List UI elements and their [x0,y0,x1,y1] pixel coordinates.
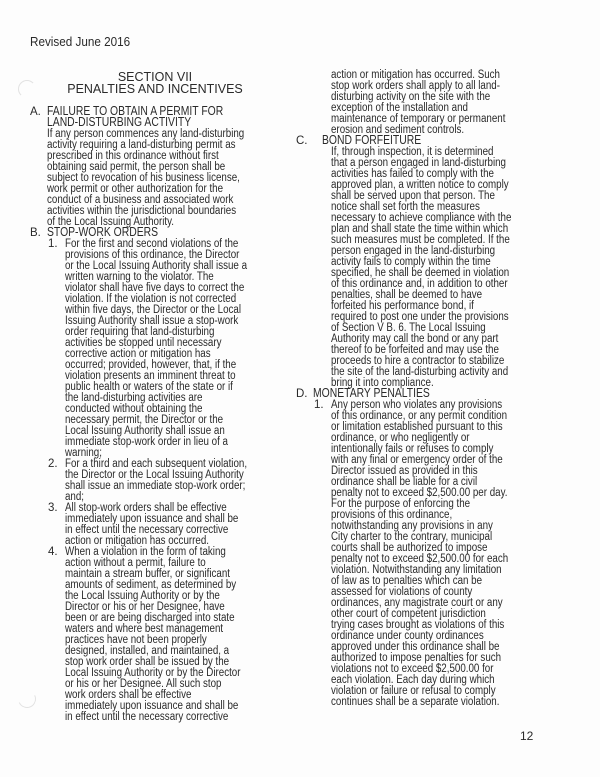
text-line: notwithstanding any provisions in any [331,520,493,532]
text-line: For the first and second violations of the [65,238,239,250]
text-line: corrective action or mitigation has [65,348,211,360]
text-line: violations not to exceed $2,500.00 for [331,663,494,675]
text-line: waters and where best management [65,623,224,635]
list-marker: D. [296,388,308,400]
text-line: penalty not to exceed $2,500.00 per day. [331,487,508,499]
text-line: maintenance of temporary or permanent [331,113,506,125]
text-line: provisions of this ordinance, [331,509,453,521]
text-line: with any final or emergency order of the [331,454,503,466]
text-line: in effect until the necessary corrective [65,711,229,723]
text-line: conducted without obtaining the [65,403,203,415]
text-line: and; [65,491,85,503]
text-line: penalty not to exceed $2,500.00 for each [331,553,509,565]
text-line: person engaged in the land-disturbing [331,245,496,257]
text-line: activities within the jurisdictional boundaries [47,205,237,217]
text-line: been or are being discharged into state [65,612,235,624]
text-line: stop work orders shall apply to all land- [331,80,500,92]
text-line: shall be served upon that person. The [331,190,495,202]
text-line: designed, installed, and maintained, a [65,645,230,657]
text-line: action without a permit, failure to [65,557,206,569]
text-line: All stop-work orders shall be effective [65,502,227,514]
text-line: of the Local Issuing Authority. [47,216,174,228]
text-line: prescribed in this ordinance without first [47,150,219,162]
text-line: immediately upon issuance and shall be [65,700,239,712]
text-line: intentionally fails or refuses to comply [331,443,494,455]
text-line: the Local Issuing Authority or by the [65,590,220,602]
list-marker: 1. [314,399,324,411]
page-number: 12 [520,729,534,743]
text-line: penalties, shall be deemed to have [331,289,483,301]
text-line: courts shall be authorized to impose [331,542,488,554]
text-line: approved under this ordinance shall be [331,641,500,653]
text-line: ordinance under county ordinances [331,630,484,642]
text-line: assessed for violations of county [331,586,473,598]
text-line: thereof to be forfeited and may use the [331,344,499,356]
text-line: the land-disturbing activities are [65,392,203,404]
text-line: Local Issuing Authority shall issue an [65,425,225,437]
list-marker: C. [296,135,308,147]
text-line: approved plan, a written notice to comply [331,179,509,191]
text-line: such measures must be completed. If the [331,234,510,246]
text-line: For a third and each subsequent violation, [65,458,248,470]
text-line: Director issued as provided in this [331,465,478,477]
text-line: provisions of this ordinance, the Director [65,249,240,261]
text-line: Issuing Authority shall issue a stop-work [65,315,239,327]
text-line: or the Local Issuing Authority shall issue a [65,260,248,272]
text-line: the site of the land-disturbing activity and [331,366,509,378]
revision-date: Revised June 2016 [30,34,131,49]
text-line: erosion and sediment controls. [331,124,465,136]
punch-hole-mark [18,80,36,98]
text-line: occurred; provided, however, that, if the [65,359,237,371]
text-line: plan and shall state the time within which [331,223,509,235]
text-line: Local Issuing Authority or by the Director [65,667,241,679]
subsection-heading: BOND FORFEITURE [322,133,422,147]
text-line: violation. Notwithstanding any limitation [331,564,502,576]
text-line: exception of the installation and [331,102,468,114]
text-line: each violation. Each day during which [331,674,495,686]
text-line: violator shall have five days to correct the [65,282,245,294]
text-line: within five days, the Director or the Local [65,304,242,316]
text-line: shall issue an immediate stop-work order; [65,480,246,492]
text-line: proceeds to hire a contractor to stabilize [331,355,505,367]
text-line: activities has failed to comply with the [331,168,495,180]
subsection-heading: FAILURE TO OBTAIN A PERMIT FOR [47,104,224,118]
text-line: Any person who violates any provisions [331,399,503,411]
text-line: work permit or other authorization for the [47,183,224,195]
text-line: activity fails to comply within the time [331,256,491,268]
text-line: notice shall set forth the measures [331,201,480,213]
text-line: practices have not been properly [65,634,207,646]
text-line: disturbing activity on the site with the [331,91,491,103]
text-line: in effect until the necessary corrective [65,524,229,536]
text-line: order requiring that land-disturbing [65,326,215,338]
text-line: or his or her Designee. All such stop [65,678,222,690]
text-line: ordinance, or who negligently or [331,432,470,444]
text-line: maintain a stream buffer, or significant [65,568,230,580]
subsection-heading: LAND-DISTURBING ACTIVITY [47,115,192,129]
list-marker: B. [30,227,41,239]
text-line: violation presents an imminent threat to [65,370,236,382]
text-line: activity requiring a land-disturbing permit as [47,139,236,151]
subsection-heading: STOP-WORK ORDERS [47,225,159,239]
text-line: violation or failure or refusal to comply [331,685,496,697]
text-line: action or mitigation has occurred. [65,535,209,547]
text-line: subject to revocation of his business license, [47,172,240,184]
text-line: of this ordinance and, in addition to other [331,278,508,290]
text-line: Director or his or her Designee, have [65,601,225,613]
text-line: For the purpose of enforcing the [331,498,471,510]
text-line: public health or waters of the state or if [65,381,233,393]
text-line: necessary permit, the Director or the [65,414,224,426]
text-line: City charter to the contrary, municipal [331,531,493,543]
text-line: warning; [65,447,102,459]
list-marker: 3. [48,502,58,514]
section-title: PENALTIES AND INCENTIVES [67,82,243,96]
text-line: of law as to penalties which can be [331,575,483,587]
text-line: bring it into compliance. [331,377,434,389]
text-line: ordinance shall be liable for a civil [331,476,478,488]
list-marker: 1. [48,238,58,250]
text-line: continues shall be a separate violation. [331,696,500,708]
text-line: amounts of sediment, as determined by [65,579,237,591]
text-line: written warning to the violator. The [65,271,214,283]
text-line: violation. If the violation is not corrected [65,293,237,305]
text-line: authorized to impose penalties for such [331,652,502,664]
text-line: stop work order shall be issued by the [65,656,230,668]
text-line: of this ordinance, or any permit condition [331,410,508,422]
text-line: that a person engaged in land-disturbing [331,157,506,169]
text-line: action or mitigation has occurred. Such [331,69,500,81]
punch-hole-mark [15,687,38,710]
list-marker: 2. [48,458,58,470]
text-line: activities be stopped until necessary [65,337,222,349]
list-marker: A. [30,106,41,118]
text-line: specified, he shall be deemed in violation [331,267,510,279]
text-line: Authority may call the bond or any part [331,333,499,345]
text-line: When a violation in the form of taking [65,546,226,558]
text-line: of Section V B. 6. The Local Issuing [331,322,486,334]
text-line: other court of competent jurisdiction [331,608,486,620]
text-line: necessary to achieve compliance with the [331,212,512,224]
text-line: If, through inspection, it is determined [331,146,494,158]
text-line: the Director or the Local Issuing Authority [65,469,244,481]
text-line: immediately upon issuance and shall be [65,513,239,525]
text-line: work orders shall be effective [65,689,192,701]
text-line: obtaining said permit, the person shall be [47,161,226,173]
text-line: forfeited his performance bond, if [331,300,474,312]
list-marker: 4. [48,546,58,558]
text-line: ordinances, any magistrate court or any [331,597,503,609]
text-line: immediate stop-work order in lieu of a [65,436,228,448]
text-line: required to post one under the provisions [331,311,509,323]
text-line: If any person commences any land-disturbing [47,128,245,140]
text-line: or limitation established pursuant to this [331,421,503,433]
text-line: conduct of a business and associated work [47,194,234,206]
subsection-heading: MONETARY PENALTIES [313,386,430,400]
section-number: SECTION VII [117,70,193,84]
text-line: trying cases brought as violations of this [331,619,505,631]
